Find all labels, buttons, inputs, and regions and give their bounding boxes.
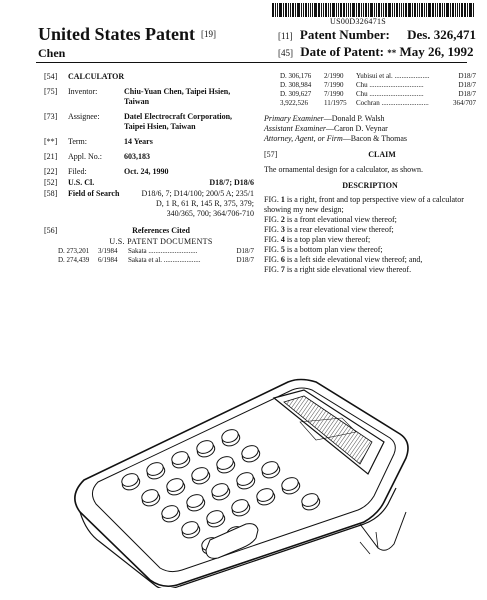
biblio-value: Datel Electrocraft Corporation, Taipei Hsien, Taiwan xyxy=(124,112,233,131)
barcode xyxy=(272,3,478,17)
biblio-code: [54] xyxy=(44,72,58,81)
citation-row xyxy=(264,90,476,99)
attorney: Attorney, Agent, or Firm—Bacon & Thomas xyxy=(264,134,408,143)
references-header xyxy=(44,226,254,236)
citation-class: D18/7 xyxy=(458,90,476,98)
references-title: References Cited xyxy=(132,226,190,235)
biblio-value: 14 Years xyxy=(124,137,153,146)
biblio-row xyxy=(44,167,254,177)
primary-examiner: Primary Examiner—Donald P. Walsh xyxy=(264,114,385,123)
figure-prefix: FIG. xyxy=(264,225,281,234)
biblio-code: [**] xyxy=(44,137,58,146)
biblio-value: Oct. 24, 1990 xyxy=(124,167,169,176)
biblio-label: U.S. Cl. xyxy=(68,178,95,187)
biblio-row xyxy=(44,72,254,82)
biblio-label: Inventor: xyxy=(68,87,98,96)
primary-examiner-name: Donald P. Walsh xyxy=(331,114,385,123)
citation-name: Cochran ........................... xyxy=(356,99,429,107)
figure-number: 3 xyxy=(280,225,285,234)
header-rule xyxy=(36,62,467,63)
citation-class: D18/7 xyxy=(458,72,476,80)
figure-number: 2 xyxy=(280,215,285,224)
biblio-code: [75] xyxy=(44,87,58,96)
biblio-code: [52] xyxy=(44,178,58,187)
claim-code: [57] xyxy=(264,150,278,159)
citation-class: D18/7 xyxy=(458,81,476,89)
references-code: [56] xyxy=(44,226,58,235)
citation-name: Sakata ............................ xyxy=(128,247,198,255)
figure-prefix: FIG. xyxy=(264,245,281,254)
left-column xyxy=(44,72,254,265)
biblio-code: [22] xyxy=(44,167,58,176)
right-column xyxy=(264,72,476,275)
calculator-drawing xyxy=(60,372,470,588)
biblio-value xyxy=(124,72,254,82)
biblio-label: Term: xyxy=(68,137,87,146)
primary-examiner-label: Primary Examiner xyxy=(264,114,324,123)
biblio-label: Assignee: xyxy=(68,112,100,121)
assistant-examiner-name: Caron D. Veynar xyxy=(334,124,388,133)
citation-date: 6/1984 xyxy=(98,256,118,264)
biblio-row xyxy=(44,87,254,107)
patent-date-code: [45] xyxy=(278,48,293,58)
figure-description xyxy=(264,265,476,275)
patent-number: Des. 326,471 xyxy=(407,27,477,42)
country-code: [19] xyxy=(200,29,216,39)
references-right-list xyxy=(264,72,476,108)
citation-row xyxy=(44,256,254,265)
biblio-row xyxy=(44,112,254,132)
publication-number: US00D326471S xyxy=(330,17,387,26)
biblio-label: Filed: xyxy=(68,167,87,176)
citation-class: 364/707 xyxy=(453,99,476,107)
citation-number: D. 273,201 xyxy=(58,247,90,255)
citation-row xyxy=(264,99,476,108)
citation-date: 11/1975 xyxy=(324,99,347,107)
figure-number: 7 xyxy=(280,265,285,274)
biblio-code: [73] xyxy=(44,112,58,121)
patent-number-code: [11] xyxy=(278,31,293,41)
figure-prefix: FIG. xyxy=(264,215,281,224)
attorney-name: Bacon & Thomas xyxy=(350,134,408,143)
citation-class: D18/7 xyxy=(236,256,254,264)
figure-description xyxy=(264,255,476,265)
biblio-label: CALCULATOR xyxy=(68,72,125,81)
bibliographic-data xyxy=(44,72,254,219)
claim-text: The ornamental design for a calculator, as shown. xyxy=(264,165,423,174)
figure-number: 4 xyxy=(280,235,285,244)
biblio-label: Field of Search xyxy=(68,189,120,198)
figure-text: is a left side elevational view thereof; and, xyxy=(284,255,423,264)
figure-description xyxy=(264,195,476,215)
figure-text: is a bottom plan view thereof; xyxy=(284,245,383,254)
citation-number: 3,922,526 xyxy=(280,99,308,107)
figure-description xyxy=(264,235,476,245)
figure-description xyxy=(264,215,476,225)
citation-row xyxy=(264,72,476,81)
citation-name: Sakata et al. ..................... xyxy=(128,256,201,264)
country-name: United States Patent xyxy=(38,24,195,44)
citation-class: D18/7 xyxy=(236,247,254,255)
patent-date-line xyxy=(278,44,474,60)
citation-date: 3/1984 xyxy=(98,247,118,255)
assistant-examiner-label: Assistant Examiner xyxy=(264,124,326,133)
biblio-value: D18/6, 7; D14/100; 200/5 A; 235/1 D, 1 R, 61 R, 145 R, 375, 379; 340/365, 700; 364/706-710 xyxy=(141,189,254,218)
description-title: DESCRIPTION xyxy=(342,181,398,190)
references-left-list xyxy=(44,247,254,265)
claim-header xyxy=(264,150,476,160)
figure-text: is a right side elevational view thereof. xyxy=(284,265,412,274)
figure-number: 5 xyxy=(280,245,285,254)
figure-description xyxy=(264,225,476,235)
figure-text: is a rear elevational view thereof; xyxy=(284,225,394,234)
patent-number-line xyxy=(278,27,476,43)
patent-date-label: Date of Patent: xyxy=(300,44,384,59)
biblio-value: Chiu-Yuan Chen, Taipei Hsien, Taiwan xyxy=(124,87,231,106)
biblio-code: [21] xyxy=(44,152,58,161)
citation-date: 7/1990 xyxy=(324,81,344,89)
citation-row xyxy=(264,81,476,90)
figure-list xyxy=(264,195,476,275)
figure-prefix: FIG. xyxy=(264,265,281,274)
citation-date: 7/1990 xyxy=(324,90,344,98)
patent-date: May 26, 1992 xyxy=(399,44,474,59)
citation-name: Yubisui et al. .................... xyxy=(356,72,430,80)
biblio-value: 603,183 xyxy=(124,152,150,161)
assistant-examiner: Assistant Examiner—Caron D. Veynar xyxy=(264,124,388,133)
citation-name: Chu ............................... xyxy=(356,81,424,89)
biblio-value: D18/7; D18/6 xyxy=(209,178,254,187)
figure-prefix: FIG. xyxy=(264,235,281,244)
biblio-row xyxy=(44,178,254,188)
figure-prefix: FIG. xyxy=(264,195,281,204)
claim-title: CLAIM xyxy=(368,150,396,159)
citation-row xyxy=(44,247,254,256)
figure-number: 6 xyxy=(280,255,285,264)
figure-text: is a front elevational view thereof; xyxy=(284,215,397,224)
biblio-code: [58] xyxy=(44,189,58,198)
patent-number-label: Patent Number: xyxy=(299,27,390,42)
biblio-row xyxy=(44,152,254,162)
figure-text: is a top plan view thereof; xyxy=(284,235,371,244)
citation-date: 2/1990 xyxy=(324,72,344,80)
biblio-label: Appl. No.: xyxy=(68,152,102,161)
country-title xyxy=(38,24,216,45)
us-patent-documents-heading: U.S. PATENT DOCUMENTS xyxy=(109,237,213,246)
biblio-row xyxy=(44,189,254,219)
figure-text: is a right, front and top perspective view of a calculator showing my new design; xyxy=(264,195,464,214)
citation-number: D. 274,439 xyxy=(58,256,90,264)
citation-number: D. 308,984 xyxy=(280,81,312,89)
figure-prefix: FIG. xyxy=(264,255,281,264)
biblio-row xyxy=(44,137,254,147)
citation-name: Chu ............................... xyxy=(356,90,424,98)
figure-description xyxy=(264,245,476,255)
citation-number: D. 309,627 xyxy=(280,90,312,98)
figure-number: 1 xyxy=(280,195,285,204)
inventor-short: Chen xyxy=(38,46,66,60)
patent-date-stars: ** xyxy=(387,48,397,58)
attorney-label: Attorney, Agent, or Firm xyxy=(264,134,343,143)
citation-number: D. 306,176 xyxy=(280,72,312,80)
